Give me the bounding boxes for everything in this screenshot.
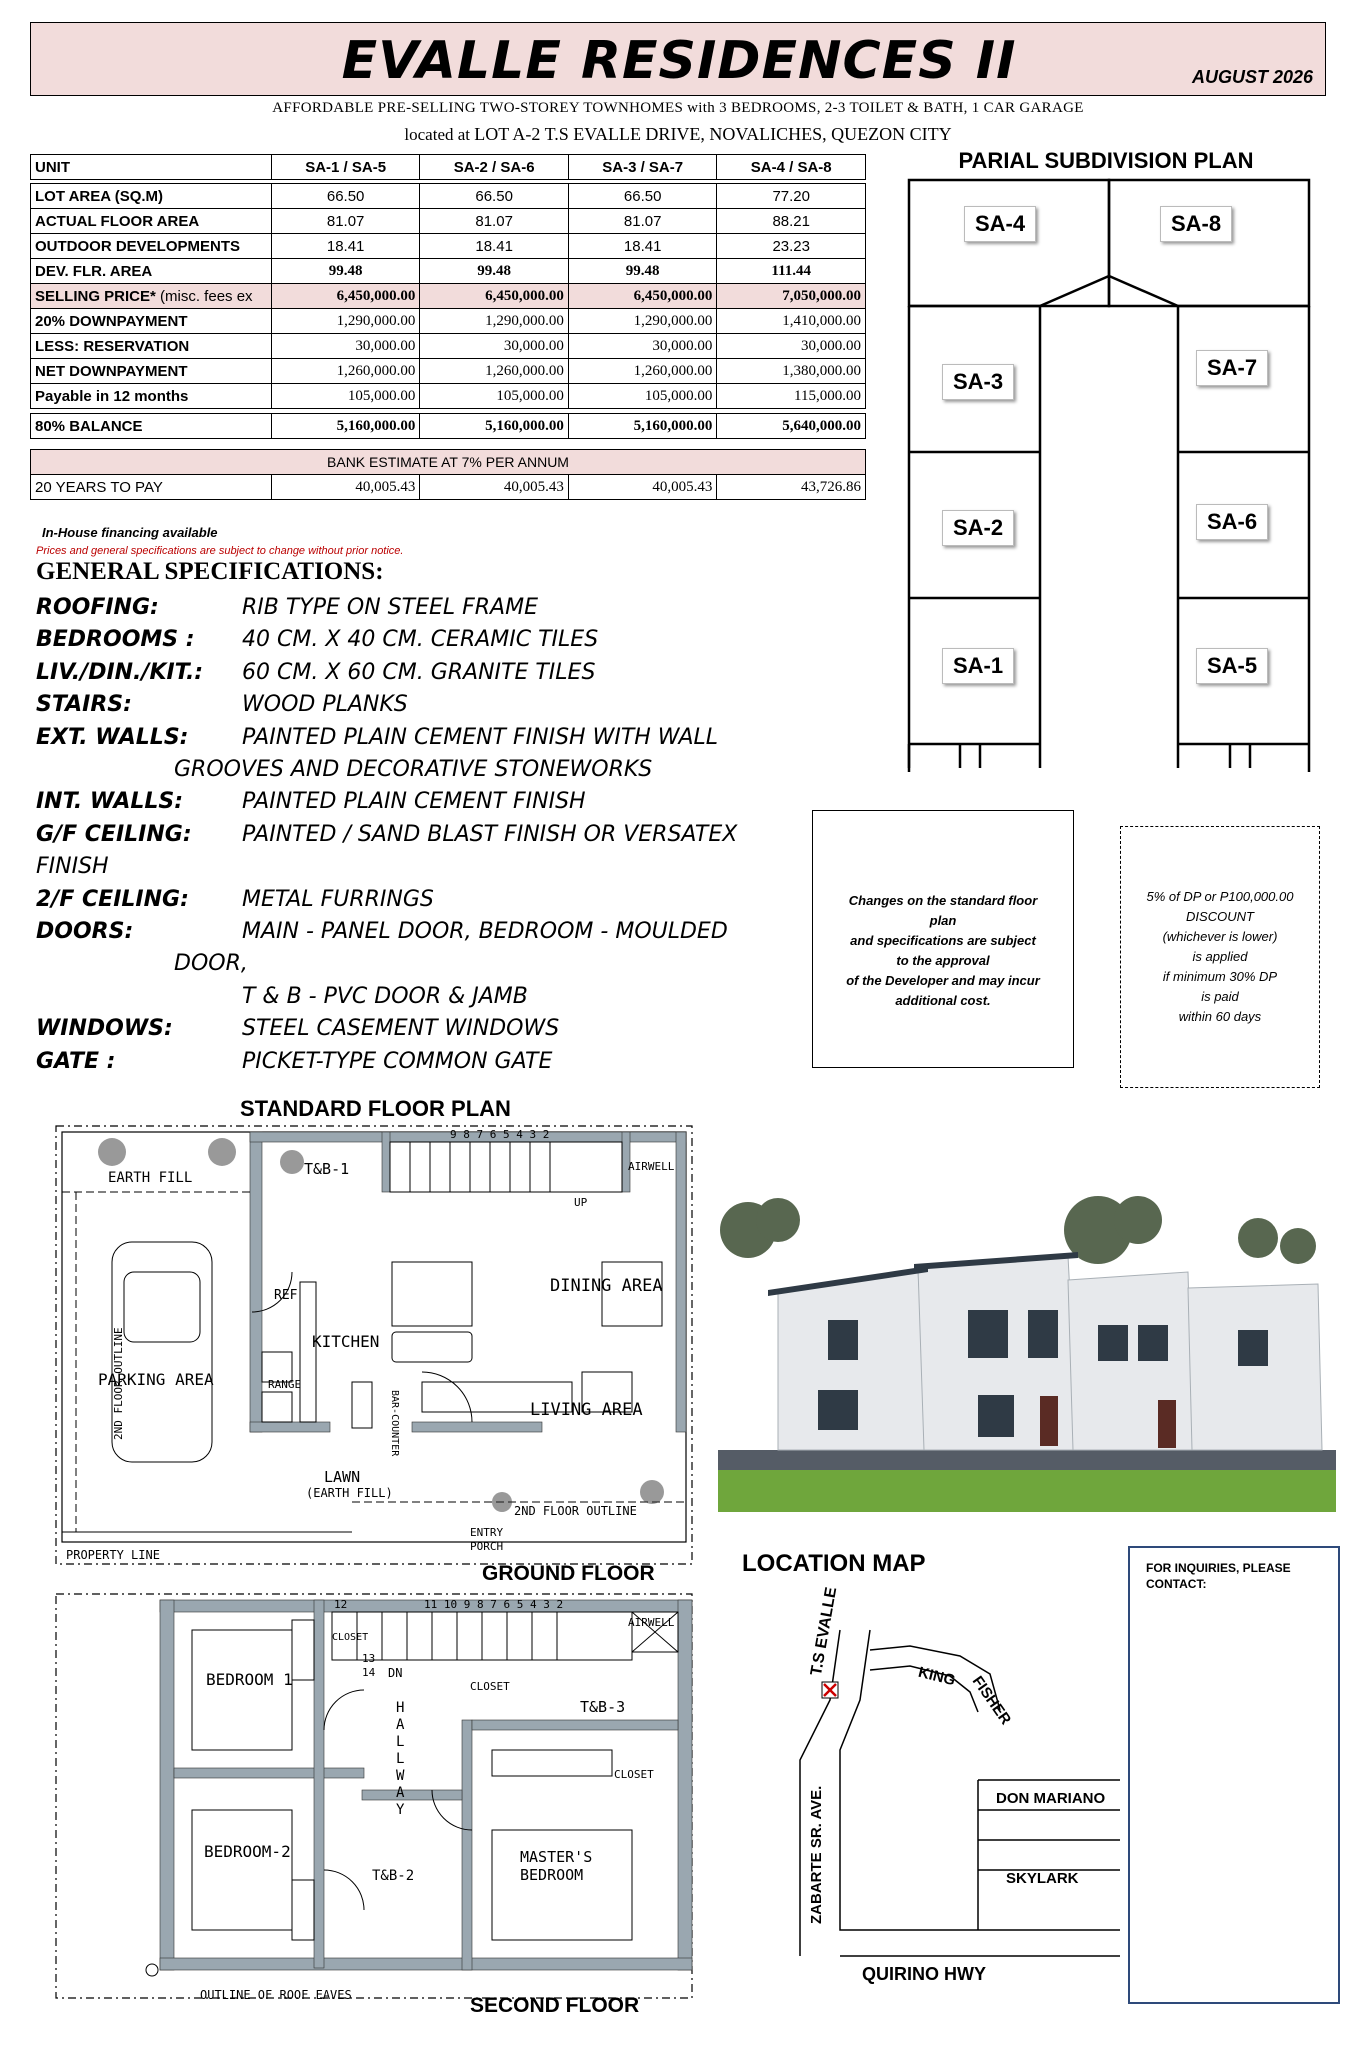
spec-key: ROOFING: [36,595,159,620]
cell: 1,290,000.00 [568,309,717,334]
cell: 1,260,000.00 [271,359,420,384]
gf-label-steps: 9 8 7 6 5 4 3 2 [450,1128,550,1141]
discount-line: 5% of DP or P100,000.00 [1146,889,1294,904]
cell: 30,000.00 [568,334,717,359]
row-label: NET DOWNPAYMENT [31,359,272,384]
changes-notice-box [812,810,1074,1068]
row-label: DEV. FLR. AREA [31,259,272,284]
gf-label-kitchen: KITCHEN [312,1332,380,1351]
cell: 77.20 [717,184,866,209]
table-header-col: SA-4 / SA-8 [717,155,866,180]
table-row [31,234,866,259]
discount-line: within 60 days [1178,1009,1262,1024]
cell: 18.41 [568,234,717,259]
spec-value: PAINTED / SAND BLAST FINISH OR VERSATEX FINISH [36,821,738,880]
row-label: 80% BALANCE [31,414,272,439]
spec-row [36,624,816,656]
spec-row-cont: DOOR, [174,951,248,977]
row-label: LOT AREA (SQ.M) [31,184,272,209]
spec-row-cont: T & B - PVC DOOR & JAMB [242,983,528,1009]
row-label: LESS: RESERVATION [31,334,272,359]
table-row [31,309,866,334]
gf-label-property: PROPERTY LINE [66,1548,160,1562]
discount-line: is applied [1192,949,1248,964]
map-road-king: KING [916,1663,957,1690]
spec-row [36,786,816,818]
gf-label-lawn2: (EARTH FILL) [306,1486,393,1500]
spec-value: 60 CM. X 60 CM. GRANITE TILES [242,659,596,685]
spec-key: WINDOWS: [36,1016,173,1042]
cell: 7,050,000.00 [717,284,866,309]
spec-row [36,722,816,754]
cell: 5,160,000.00 [420,414,569,439]
spec-value: PICKET-TYPE COMMON GATE [242,1048,553,1074]
spec-key: GATE : [36,1048,116,1074]
specs-list [36,592,816,1078]
subtitle-line-1: AFFORDABLE PRE-SELLING TWO-STOREY TOWNHOMES with 3 BEDROOMS, 2-3 TOILET & BATH, 1 CAR GARAGE [272,100,1084,116]
subtitle-prefix: located at [404,125,475,144]
sf-label-n13: 13 [362,1652,376,1665]
gf-label-entry: ENTRY [470,1526,504,1539]
cell: 6,450,000.00 [271,284,420,309]
table-row [31,359,866,384]
location-map-title: LOCATION MAP [742,1550,926,1577]
subtitle-line-2 [30,124,1326,145]
sf-label-closet-2: CLOSET [470,1680,510,1693]
cell: 66.50 [271,184,420,209]
sf-label-closet: CLOSET [332,1632,369,1643]
row-label: 20 YEARS TO PAY [31,475,272,500]
table-header-col: SA-1 / SA-5 [271,155,420,180]
cell: 5,160,000.00 [271,414,420,439]
cell: 43,726.86 [717,475,866,500]
gf-label-up: UP [574,1196,588,1209]
notice-line: additional cost. [895,993,991,1008]
lot-sa-2: SA-2 [942,510,1014,546]
gf-label-parking: PARKING AREA [98,1370,214,1389]
cell: 105,000.00 [420,384,569,409]
notice-line: and specifications are subject [850,933,1036,948]
sf-label-airwell: AIRWELL [628,1616,675,1629]
gf-label-outline2: 2ND FLOOR OUTLINE [514,1504,637,1518]
inquiries-box [1128,1546,1340,2004]
notice-line: Changes on the standard floor [848,893,1038,908]
spec-value: 40 CM. X 40 CM. CERAMIC TILES [242,627,599,653]
spec-row [36,657,816,689]
gf-label-bar: BAR-COUNTER [389,1390,400,1457]
sf-label-hallway: HALLWAY [396,1700,405,1818]
cell: 40,005.43 [271,475,420,500]
gf-label-ref: REF [274,1288,298,1303]
price-table [30,154,866,500]
cell: 23.23 [717,234,866,259]
spec-value: PAINTED PLAIN CEMENT FINISH WITH WALL [242,724,719,750]
cell: 40,005.43 [568,475,717,500]
spec-key: G/F CEILING: [36,821,192,847]
sf-label-master2: BEDROOM [520,1866,584,1884]
row-label [31,284,272,309]
cell: 30,000.00 [271,334,420,359]
cell: 99.48 [420,259,569,284]
cell: 105,000.00 [568,384,717,409]
page-title: EVALLE RESIDENCES II [341,31,1017,91]
notice-line: of the Developer and may incur [846,973,1040,988]
gf-label-airwell: AIRWELL [628,1160,675,1173]
lot-sa-8: SA-8 [1160,206,1232,242]
cell: 66.50 [568,184,717,209]
header-band [30,22,1326,96]
ground-floor-title: GROUND FLOOR [482,1562,655,1585]
sf-label-bed2: BEDROOM-2 [204,1842,291,1861]
cell: 6,450,000.00 [568,284,717,309]
table-header-row [31,155,866,180]
gf-label-tb1: T&B-1 [304,1160,350,1178]
table-header-unit: UNIT [31,155,272,180]
discount-line: DISCOUNT [1186,909,1254,924]
table-row [31,259,866,284]
selling-price-label: SELLING PRICE* [35,287,156,305]
subdivision-title: PARIAL SUBDIVISION PLAN [958,148,1254,173]
cell: 1,260,000.00 [568,359,717,384]
spec-row [36,592,816,624]
spec-value: METAL FURRINGS [242,886,434,912]
lot-sa-7: SA-7 [1196,350,1268,386]
table-header-col: SA-2 / SA-6 [420,155,569,180]
bank-header: BANK ESTIMATE AT 7% PER ANNUM [31,450,866,475]
notice-line: to the approval [896,953,990,968]
inquiries-line: FOR INQUIRIES, PLEASE [1146,1561,1291,1575]
sf-label-closet-3: CLOSET [614,1768,654,1781]
row-label: Payable in 12 months [31,384,272,409]
gf-label-living: LIVING AREA [530,1400,643,1420]
map-road-fisher: FISHER [968,1673,1015,1728]
cell: 111.44 [717,259,866,284]
gf-label-lawn: LAWN [324,1468,361,1486]
sf-label-bed1: BEDROOM 1 [206,1670,293,1689]
spec-key: STAIRS: [36,692,132,718]
lot-sa-5: SA-5 [1196,648,1268,684]
cell: 18.41 [420,234,569,259]
spec-row [36,819,816,884]
spec-value: WOOD PLANKS [242,692,408,718]
floorplan-title: STANDARD FLOOR PLAN [240,1096,511,1121]
spec-key: INT. WALLS: [36,789,184,815]
cell: 105,000.00 [271,384,420,409]
cell: 99.48 [271,259,420,284]
lot-sa-4: SA-4 [964,206,1036,242]
row-label: OUTDOOR DEVELOPMENTS [31,234,272,259]
spec-key: LIV./DIN./KIT.: [36,659,204,685]
spec-key: DOORS: [36,919,134,945]
discount-line: is paid [1201,989,1239,1004]
table-row-balance [31,414,866,439]
subtitle-location: LOT A-2 T.S EVALLE DRIVE, NOVALICHES, QUEZON CITY [474,124,952,144]
cell: 30,000.00 [717,334,866,359]
townhouse-rendering [718,1160,1336,1512]
bank-row [31,475,866,500]
cell: 1,380,000.00 [717,359,866,384]
row-label: ACTUAL FLOOR AREA [31,209,272,234]
selling-price-note: (misc. fees ex [155,287,253,305]
cell: 88.21 [717,209,866,234]
spec-row [36,1013,816,1045]
spec-value: PAINTED PLAIN CEMENT FINISH [242,789,586,815]
spec-row [36,884,816,916]
cell: 81.07 [420,209,569,234]
cell: 5,160,000.00 [568,414,717,439]
cell: 5,640,000.00 [717,414,866,439]
discount-line: if minimum 30% DP [1162,969,1278,984]
gf-label-outline: 2ND FLOOR OUTLINE [112,1327,125,1440]
lot-sa-1: SA-1 [942,648,1014,684]
spec-key: 2/F CEILING: [36,886,189,912]
cell: 66.50 [420,184,569,209]
row-label: 20% DOWNPAYMENT [31,309,272,334]
spec-row-cont: GROOVES AND DECORATIVE STONEWORKS [174,757,653,783]
sf-label-tb3: T&B-3 [580,1698,626,1716]
map-road-evalle: T.S EVALLE [808,1585,841,1677]
sf-label-dn: DN [388,1666,403,1680]
spec-row [36,689,816,721]
gf-label-range: RANGE [268,1378,302,1391]
cell: 30,000.00 [420,334,569,359]
table-row-selling-price [31,284,866,309]
sf-label-n12: 12 [334,1598,348,1611]
header-date: AUGUST 2026 [1191,67,1313,87]
cell: 1,260,000.00 [420,359,569,384]
gf-label-dining: DINING AREA [550,1276,663,1296]
sf-label-master: MASTER'S [520,1848,593,1866]
map-road-skylark: SKYLARK [1006,1870,1079,1887]
spec-key: BEDROOMS : [36,627,195,653]
prices-note: Prices and general specifications are subject to change without prior notice. [36,545,404,557]
inhouse-note: In-House financing available [42,525,218,540]
table-row [31,384,866,409]
second-floor-title: SECOND FLOOR [470,1994,640,2017]
spec-row [36,1046,816,1078]
spec-row [36,916,816,948]
map-road-zabarte: ZABARTE SR. AVE. [808,1785,825,1924]
cell: 1,290,000.00 [420,309,569,334]
spec-value: MAIN - PANEL DOOR, BEDROOM - MOULDED [242,919,728,945]
sf-label-tb2: T&B-2 [372,1868,415,1884]
inquiries-line: CONTACT: [1146,1577,1207,1591]
cell: 1,290,000.00 [271,309,420,334]
cell: 81.07 [271,209,420,234]
bank-header-row [31,450,866,475]
cell: 40,005.43 [420,475,569,500]
cell: 99.48 [568,259,717,284]
discount-box [1120,826,1320,1088]
spec-value: STEEL CASEMENT WINDOWS [242,1016,560,1042]
cell: 115,000.00 [717,384,866,409]
spec-value: RIB TYPE ON STEEL FRAME [242,595,538,620]
cell: 6,450,000.00 [420,284,569,309]
table-row [31,209,866,234]
table-row [31,334,866,359]
sf-label-eaves: OUTLINE OF ROOF EAVES [200,1988,352,2002]
cell: 1,410,000.00 [717,309,866,334]
table-header-col: SA-3 / SA-7 [568,155,717,180]
notice-line: plan [929,913,957,928]
cell: 18.41 [271,234,420,259]
lot-sa-6: SA-6 [1196,504,1268,540]
discount-line: (whichever is lower) [1162,929,1278,944]
sf-label-n14: 14 [362,1666,376,1679]
specs-title: GENERAL SPECIFICATIONS: [36,558,384,585]
gf-label-porch: PORCH [470,1540,504,1553]
gf-label-earthfill: EARTH FILL [108,1170,193,1186]
map-road-don-mariano: DON MARIANO [996,1790,1106,1807]
spec-key: EXT. WALLS: [36,724,189,750]
cell: 81.07 [568,209,717,234]
sf-label-steps: 11 10 9 8 7 6 5 4 3 2 [424,1598,564,1611]
map-road-quirino: QUIRINO HWY [862,1964,986,1984]
table-row [31,184,866,209]
lot-sa-3: SA-3 [942,364,1014,400]
